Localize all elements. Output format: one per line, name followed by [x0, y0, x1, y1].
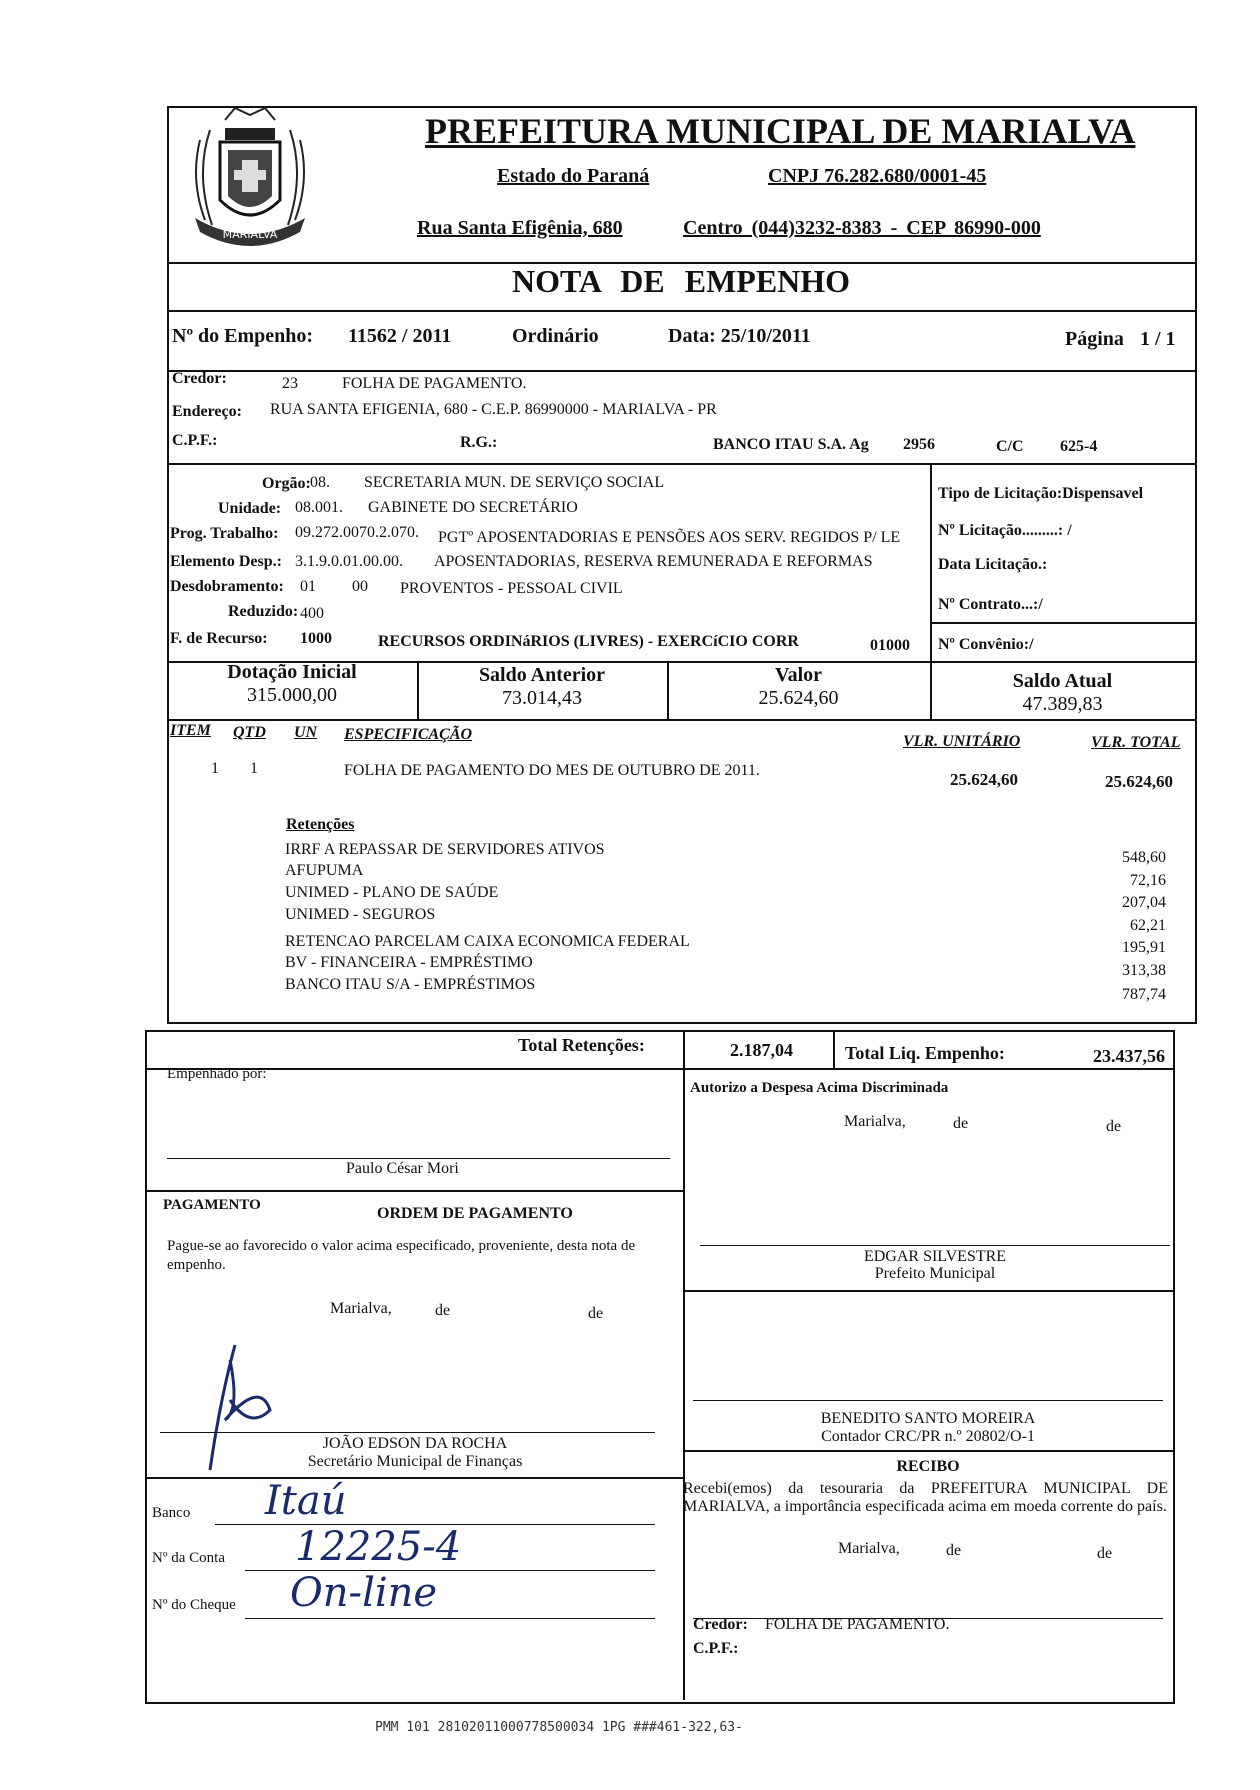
col-un: UN — [294, 724, 318, 741]
empenhado-label: Empenhado por: — [167, 1066, 267, 1082]
recibo-de2: de — [1097, 1545, 1113, 1562]
header-title: PREFEITURA MUNICIPAL DE MARIALVA — [425, 111, 1136, 151]
retencoes-title: Retenções — [286, 816, 355, 833]
empenhado-name: Paulo César Mori — [346, 1160, 459, 1177]
balance-saldo-anterior — [417, 664, 667, 710]
orgao-code: 08. — [310, 474, 330, 491]
divider — [833, 1030, 835, 1070]
divider — [145, 1190, 685, 1192]
banco-value: Itaú — [265, 1478, 347, 1524]
balance-value: 47.389,83 — [1022, 693, 1103, 715]
credor-address: RUA SANTA EFIGENIA, 680 - C.E.P. 86990000 - MARIALVA - PR — [270, 401, 717, 418]
total-retencoes-value: 2.187,04 — [730, 1040, 793, 1060]
empenho-number: 11562 / 2011 — [348, 325, 452, 347]
divider — [145, 1477, 685, 1479]
unidade-code: 08.001. — [295, 499, 343, 516]
divider — [167, 370, 1195, 372]
retencao-value: 195,91 — [1122, 939, 1166, 956]
balance-value: 25.624,60 — [758, 687, 839, 709]
retencao-value: 62,21 — [1130, 917, 1166, 934]
item-spec: FOLHA DE PAGAMENTO DO MES DE OUTUBRO DE 2011. — [344, 762, 760, 779]
header-contact: Centro (044)3232-8383 - CEP 86990-000 — [683, 217, 1041, 239]
desdobramento-code1: 01 — [300, 578, 316, 595]
autorizo-text: Autorizo a Despesa Acima Discriminada — [690, 1080, 949, 1096]
recibo-de1: de — [946, 1542, 962, 1559]
col-qtd: QTD — [233, 724, 266, 741]
bank-agency: 2956 — [903, 436, 935, 453]
bank-name: BANCO ITAU S.A. Ag — [713, 436, 869, 453]
secretario-name: JOÃO EDSON DA ROCHA — [322, 1435, 508, 1452]
desdobramento-name: PROVENTOS - PESSOAL CIVIL — [400, 580, 623, 597]
signature-line — [693, 1400, 1163, 1401]
convenio: Nº Convênio:/ — [938, 636, 1034, 653]
unidade-name: GABINETE DO SECRETÁRIO — [368, 499, 578, 516]
municipal-crest-icon — [180, 100, 320, 260]
retencao-label: UNIMED - SEGUROS — [285, 906, 436, 923]
unidade-label: Unidade: — [218, 500, 282, 517]
balance-value: 315.000,00 — [247, 684, 337, 706]
contrato: Nº Contrato...:/ — [938, 596, 1043, 613]
retencao-label: RETENCAO PARCELAM CAIXA ECONOMICA FEDERAL — [285, 933, 690, 950]
recurso-label: F. de Recurso: — [170, 630, 268, 647]
empenho-date: Data: 25/10/2011 — [668, 325, 811, 347]
balance-saldo-atual — [930, 670, 1195, 716]
balance-valor — [667, 664, 930, 710]
elemento-name: APOSENTADORIAS, RESERVA REMUNERADA E REFORMAS — [434, 553, 873, 570]
item-unit-price: 25.624,60 — [950, 770, 1018, 789]
cheque-value: On-line — [290, 1570, 438, 1616]
signature-line — [167, 1158, 670, 1159]
credor-label: Credor: — [172, 370, 227, 387]
balance-label: Saldo Anterior — [478, 664, 606, 686]
divider — [167, 463, 1195, 465]
retencao-label: IRRF A REPASSAR DE SERVIDORES ATIVOS — [285, 841, 605, 858]
col-total: VLR. TOTAL — [1091, 734, 1181, 751]
retencao-value: 72,16 — [1130, 872, 1166, 889]
licitacao-tipo: Tipo de Licitação:Dispensavel — [938, 485, 1144, 502]
retencao-label: BV - FINANCEIRA - EMPRÉSTIMO — [285, 954, 533, 971]
total-retencoes-label: Total Retenções: — [518, 1035, 645, 1055]
licitacao-numero: Nº Licitação.........: / — [938, 522, 1072, 539]
pagamento-de2: de — [588, 1305, 604, 1322]
retencao-value: 787,74 — [1122, 986, 1166, 1003]
banco-label: Banco — [152, 1505, 191, 1521]
signature-line — [700, 1245, 1170, 1246]
desdobramento-code2: 00 — [352, 578, 368, 595]
pagamento-de1: de — [435, 1302, 451, 1319]
prog-label: Prog. Trabalho: — [170, 525, 279, 542]
balance-dotacao — [167, 661, 417, 707]
header-address: Rua Santa Efigênia, 680 — [417, 217, 623, 239]
cpf-label: C.P.F.: — [172, 432, 218, 449]
balance-label: Dotação Inicial — [227, 661, 357, 683]
cc-label: C/C — [996, 438, 1024, 455]
reduzido-value: 400 — [300, 605, 324, 622]
credor-name: FOLHA DE PAGAMENTO. — [342, 375, 527, 392]
pagamento-title: PAGAMENTO — [163, 1197, 261, 1213]
address-label: Endereço: — [172, 403, 242, 420]
cheque-label: Nº do Cheque — [152, 1597, 236, 1613]
balance-value: 73.014,43 — [502, 687, 582, 709]
conta-value: 12225-4 — [295, 1524, 462, 1570]
prog-name: PGTº APOSENTADORIAS E PENSÕES AOS SERV. REGIDOS P/ LE — [438, 529, 901, 546]
licitacao-data: Data Licitação.: — [938, 556, 1048, 573]
divider — [683, 1450, 1173, 1452]
retencao-label: UNIMED - PLANO DE SAÚDE — [285, 884, 499, 901]
retencao-value: 207,04 — [1122, 894, 1166, 911]
desdobramento-label: Desdobramento: — [170, 578, 284, 595]
secretario-role: Secretário Municipal de Finanças — [307, 1453, 523, 1470]
recurso-code2: 01000 — [870, 637, 910, 654]
col-spec: ESPECIFICAÇÃO — [344, 726, 473, 743]
item-qtd: 1 — [250, 760, 258, 777]
elemento-label: Elemento Desp.: — [170, 553, 282, 570]
page-value: 1 / 1 — [1140, 328, 1176, 350]
header-state: Estado do Paraná — [497, 165, 650, 187]
crest-banner-text: MARIALVA — [222, 228, 278, 241]
autorizo-city: Marialva, — [844, 1113, 906, 1130]
total-liquido-value: 23.437,56 — [1093, 1046, 1165, 1066]
orgao-name: SECRETARIA MUN. DE SERVIÇO SOCIAL — [364, 474, 665, 491]
ordem-pagamento-title: ORDEM DE PAGAMENTO — [377, 1205, 573, 1222]
contador-name: BENEDITO SANTO MOREIRA — [820, 1410, 1036, 1427]
empenho-type: Ordinário — [512, 325, 599, 347]
pague-text: Pague-se ao favorecido o valor acima especificado, proveniente, desta nota de empenho. — [167, 1238, 636, 1273]
pagamento-city: Marialva, — [330, 1300, 392, 1317]
divider — [167, 310, 1195, 312]
divider — [683, 1030, 685, 1700]
recurso-code: 1000 — [300, 630, 332, 647]
cpf-footer-label: C.P.F.: — [693, 1640, 739, 1657]
credor-code: 23 — [282, 375, 298, 392]
retencao-value: 313,38 — [1122, 962, 1166, 979]
recurso-name: RECURSOS ORDINáRIOS (LIVRES) - EXERCíCIO CORR — [378, 633, 799, 650]
header-cnpj: CNPJ 76.282.680/0001-45 — [768, 165, 987, 187]
reduzido-label: Reduzido: — [228, 603, 299, 620]
credor-footer-label: Credor: — [693, 1616, 748, 1633]
empenho-label: Nº do Empenho: — [172, 325, 314, 347]
divider — [930, 622, 1195, 624]
barcode-text: PMM 101 28102011000778500034 1PG ###461-322,63- — [375, 1720, 743, 1735]
divider — [683, 1290, 1173, 1292]
retencao-label: BANCO ITAU S/A - EMPRÉSTIMOS — [285, 976, 536, 993]
col-unit-price: VLR. UNITÁRIO — [903, 733, 1021, 750]
retencao-value: 548,60 — [1122, 849, 1166, 866]
elemento-code: 3.1.9.0.01.00.00. — [295, 553, 403, 570]
divider — [167, 719, 1195, 721]
total-liquido-label: Total Liq. Empenho: — [845, 1043, 1005, 1063]
item-total: 25.624,60 — [1105, 772, 1173, 791]
divider — [145, 1068, 1173, 1070]
balance-label: Saldo Atual — [1012, 670, 1113, 692]
divider — [930, 463, 932, 661]
col-item: ITEM — [170, 722, 211, 739]
autorizo-de2: de — [1106, 1118, 1122, 1135]
retencao-label: AFUPUMA — [285, 862, 364, 879]
document-title: NOTA DE EMPENHO — [511, 263, 851, 299]
credor-footer-value: FOLHA DE PAGAMENTO. — [765, 1616, 950, 1633]
rg-label: R.G.: — [460, 434, 498, 451]
recibo-title: RECIBO — [896, 1458, 960, 1475]
contador-role: Contador CRC/PR n.º 20802/O-1 — [821, 1428, 1035, 1445]
conta-label: Nº da Conta — [152, 1550, 225, 1566]
autorizo-de1: de — [953, 1115, 969, 1132]
prog-code: 09.272.0070.2.070. — [295, 524, 419, 541]
prefeito-name: EDGAR SILVESTRE — [863, 1248, 1007, 1265]
page-label: Página — [1065, 328, 1124, 350]
cc-value: 625-4 — [1060, 438, 1098, 455]
balance-label: Valor — [774, 664, 823, 686]
recibo-text: Recebi(emos) da tesouraria da PREFEITURA MUNICIPAL DE MARIALVA, a importância especificada acima em moeda corrente do país. — [683, 1480, 1168, 1515]
prefeito-role: Prefeito Municipal — [874, 1265, 996, 1282]
item-number: 1 — [211, 760, 219, 777]
cheque-line — [245, 1618, 655, 1619]
signature-line — [160, 1432, 655, 1433]
recibo-city: Marialva, — [838, 1540, 900, 1557]
orgao-label: Orgão: — [262, 475, 311, 492]
